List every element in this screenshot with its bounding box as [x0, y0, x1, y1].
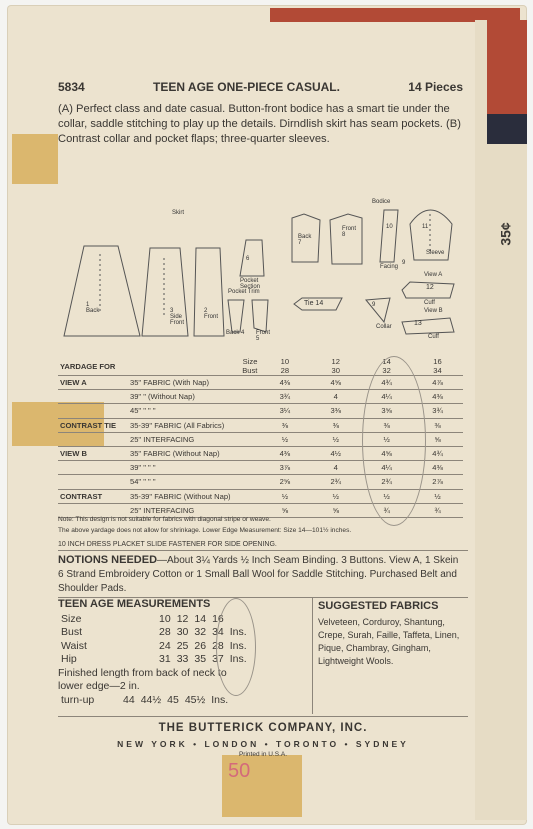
yardage-for-label: YARDAGE FOR: [58, 357, 128, 376]
pattern-piece-10-facing: [378, 208, 400, 270]
piece-14-label: Tie 14: [304, 300, 324, 307]
footer-top-divider: [58, 716, 468, 717]
price-stamp: 50: [228, 760, 251, 782]
piece-12-name: Cuff: [424, 300, 435, 306]
company-name: THE BUTTERICK COMPANY, INC.: [158, 722, 368, 734]
piece-10-label: 10: [386, 224, 393, 230]
bust-label: Bust: [242, 366, 258, 375]
meas-vertical-divider: [312, 597, 313, 714]
yardage-row: 25" INTERFACING ½ ½ ½ ⅝: [58, 432, 463, 446]
piece-2-label: 2 Front: [204, 308, 219, 320]
notions-heading: NOTIONS NEEDED: [58, 554, 158, 566]
piece-9-small-label: 9: [402, 260, 406, 266]
pattern-number: 5834: [58, 80, 85, 94]
size-label: Size: [242, 357, 258, 366]
pocket-trim-label: Pocket Trim: [228, 289, 260, 295]
piece-7-label: Back 7: [298, 234, 312, 246]
view-a-label: View A: [424, 272, 443, 278]
red-color-strip: [487, 20, 527, 116]
note-fastener: 10 INCH DRESS PLACKET SLIDE FASTENER FOR SIDE OPENING.: [58, 541, 277, 548]
yardage-row: 39" " " " 3⅞ 4 4¼ 4⅜: [58, 461, 463, 475]
piece-1-label: 1 Back: [86, 302, 100, 314]
notions-section: [58, 553, 466, 596]
piece-10-name: Facing: [380, 264, 399, 270]
cities-line: NEW YORK • LONDON • TORONTO • SYDNEY: [117, 739, 409, 749]
piece-13-label: 13: [414, 320, 422, 327]
yardage-row: VIEW B 35" FABRIC (Without Nap) 4⅜ 4½ 4⅝ 4¾: [58, 446, 463, 460]
pattern-piece-12-cuff: [400, 280, 456, 306]
measurement-row: Size 10 12 14 16: [61, 612, 224, 625]
measurement-row: Waist 24 25 26 28 Ins.: [61, 639, 247, 652]
pattern-piece-8-front: [328, 212, 364, 266]
turnup-label: turn-up: [61, 693, 95, 706]
pattern-title: TEEN AGE ONE-PIECE CASUAL.: [153, 80, 340, 94]
pattern-piece-5-front: [250, 298, 271, 342]
piece-3-label: 3 Side Front: [170, 308, 185, 326]
pattern-piece-14-tie: [292, 296, 344, 312]
yardage-row: 54" " " " 2⅝ 2¾ 2¾ 2⅞: [58, 475, 463, 489]
fabrics-text: Velveteen, Corduroy, Shantung, Crepe, Surah, Faille, Taffeta, Linen, Pique, Chambray, Gingham, Lightweight Wools.: [318, 617, 460, 666]
navy-color-strip: [487, 114, 527, 144]
yardage-row: CONTRAST 35-39" FABRIC (Without Nap) ½ ½ ½ ½: [58, 489, 463, 503]
piece-9-name: Collar: [376, 324, 392, 330]
pattern-piece-4-back: [226, 298, 246, 334]
pattern-piece-9-collar: [364, 296, 392, 330]
skirt-label: Skirt: [172, 210, 184, 216]
note-shrinkage: The above yardage does not allow for shrinkage. Lower Edge Measurement: Size 14—101½ inches.: [58, 527, 352, 534]
piece-6-label: 6: [246, 256, 250, 262]
pattern-description: (A) Perfect class and date casual. Button-front bodice has a smart tie under the collar, saddle stitching to play up the details. Dirndlish skirt has seam pockets. (B) Contrast collar and pocket flaps; three-quarter sleeves.: [58, 103, 461, 145]
notions-text: —About 3¼ Yards ½ Inch Seam Binding. 3 Buttons. View A, 1 Skein 6 Strand Embroidery Cotton or 1 Small Ball Wool for Saddle Stitching. Purchased Belt and Shoulder Pads.: [58, 555, 459, 594]
view-b-label: View B: [424, 308, 443, 314]
tape-top-left: [12, 134, 58, 184]
price-label: 35¢: [497, 222, 514, 246]
piece-13-name: Cuff: [428, 334, 439, 340]
pattern-piece-3-side-front: [140, 246, 190, 338]
piece-count: 14 Pieces: [408, 80, 463, 94]
piece-6-name: Pocket Section: [240, 278, 261, 290]
piece-9-label: 9: [372, 302, 376, 308]
note-divider: [58, 550, 468, 551]
piece-11-label: 11: [422, 224, 429, 230]
turnup-table: turn-up 44 44½ 45 45½ Ins.: [58, 693, 231, 707]
note-diagonal: Note: This design is not suitable for fabrics with diagonal stripe or weave.: [58, 516, 271, 523]
piece-8-label: Front 8: [342, 226, 357, 238]
printed-line: Printed in U.S.A.: [238, 751, 288, 758]
pencil-circle-yardage: [362, 356, 426, 526]
pattern-piece-7-back: [290, 212, 322, 264]
pattern-piece-13-cuff: [400, 316, 456, 340]
pencil-circle-measurements: [216, 598, 256, 696]
yardage-row: 45" " " " 3¼ 3⅜ 3⅝ 3¾: [58, 404, 463, 418]
teen-measurements: [58, 598, 338, 707]
measurement-row: Bust 28 30 32 34 Ins.: [61, 626, 247, 639]
suggested-fabrics: [318, 600, 468, 668]
bodice-label: Bodice: [372, 199, 391, 205]
measurements-heading: TEEN AGE MEASUREMENTS: [58, 598, 211, 610]
yardage-row: 39" " (Without Nap) 3¾ 4 4¼ 4⅜: [58, 390, 463, 404]
piece-5-label: Front 5: [256, 330, 271, 342]
finished-length-text: Finished length from back of neck to lower edge—2 in.: [58, 667, 227, 692]
yardage-row: VIEW A 35" FABRIC (With Nap) 4⅜ 4⅝ 4¾ 4⅞: [58, 376, 463, 390]
piece-12-label: 12: [426, 284, 434, 291]
yardage-header-row: YARDAGE FOR Size Bust 10 28 12 30 14 32 16 34: [58, 357, 463, 376]
yardage-row: CONTRAST TIE 35-39" FABRIC (All Fabrics) ⅜ ⅜ ⅜ ⅜: [58, 418, 463, 432]
measurement-row: Hip 31 33 35 37 Ins.: [61, 653, 247, 666]
piece-4-label: Back 4: [226, 330, 245, 336]
footer: [58, 722, 468, 758]
yardage-row: 25" INTERFACING ⅝ ⅝ ¾ ¾: [58, 503, 463, 517]
piece-11-name: Sleeve: [426, 250, 445, 256]
pattern-piece-1-back: [62, 244, 142, 338]
pattern-header: [58, 80, 463, 94]
pattern-piece-11-sleeve: [408, 204, 454, 262]
pattern-piece-6-pocket-section: [238, 238, 266, 290]
fabrics-heading: SUGGESTED FABRICS: [318, 600, 439, 612]
pattern-piece-2-front: [192, 246, 226, 338]
